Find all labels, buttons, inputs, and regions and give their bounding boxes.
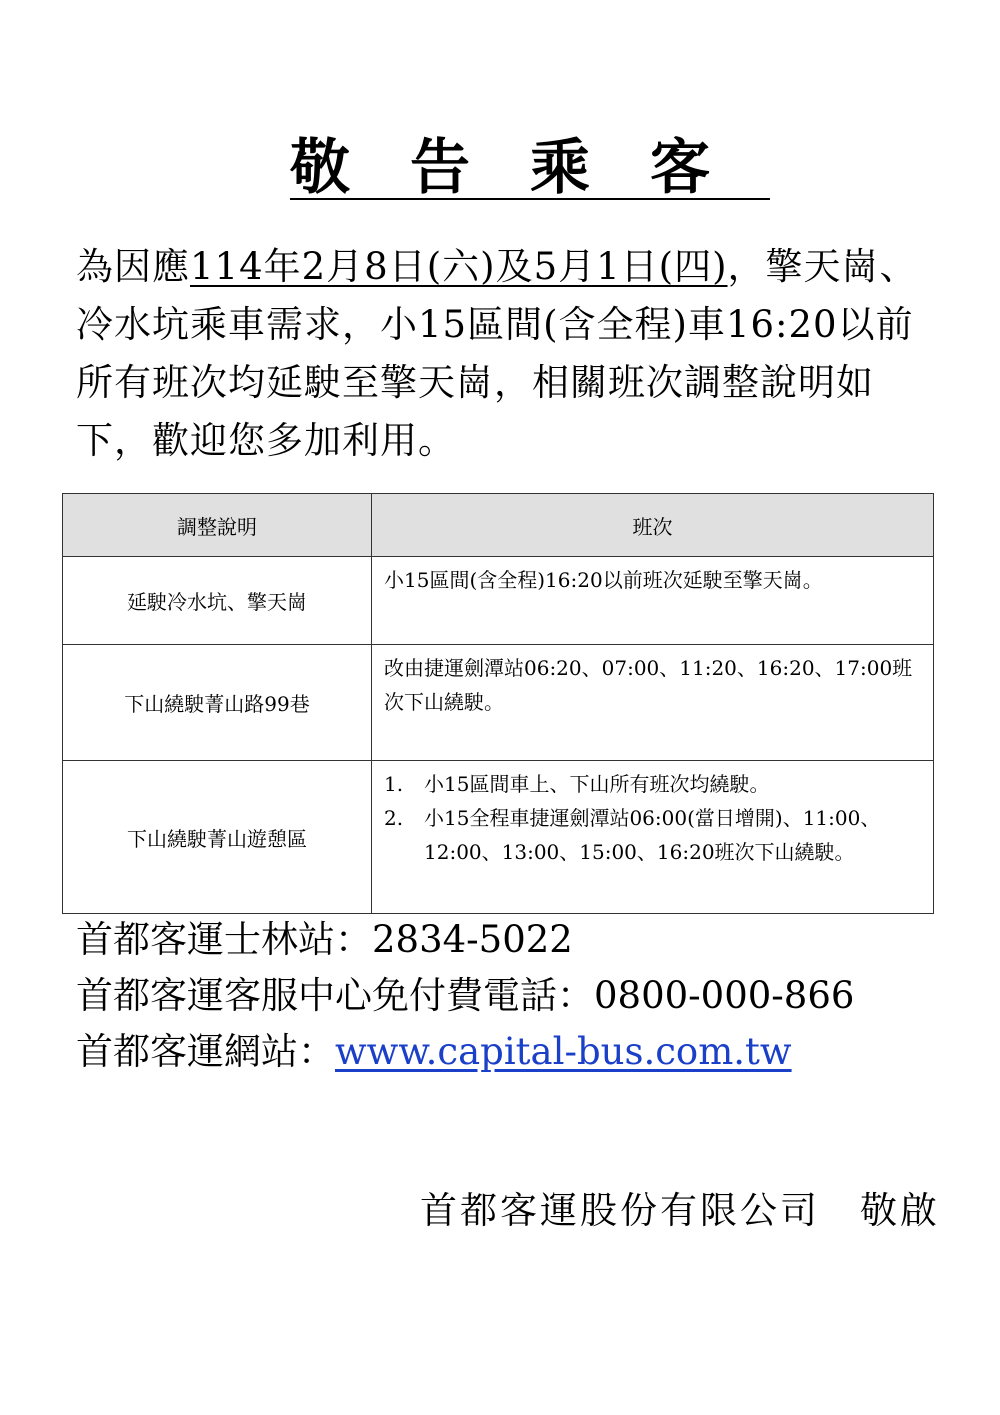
list-number: 2. — [384, 806, 404, 830]
intro-text-start: 為因應 — [76, 245, 190, 288]
company-name: 首都客運股份有限公司 — [420, 1189, 820, 1232]
row-adjustment: 下山繞駛菁山路99巷 — [63, 645, 372, 761]
list-item — [384, 801, 923, 869]
row-schedule — [372, 761, 934, 914]
list-number: 1. — [384, 772, 404, 796]
table-header-row — [63, 494, 934, 557]
header-adjustment: 調整說明 — [63, 494, 372, 557]
contact-label: 首都客運客服中心免付費電話： — [76, 974, 594, 1017]
table-row — [63, 557, 934, 645]
header-schedule: 班次 — [372, 494, 934, 557]
row-adjustment: 延駛冷水坑、擎天崗 — [63, 557, 372, 645]
list-item — [384, 767, 923, 801]
list-text: 小15區間車上、下山所有班次均繞駛。 — [424, 772, 770, 796]
contact-tollfree-phone: 0800-000-866 — [594, 974, 855, 1017]
page-title: 敬告乘客 — [290, 133, 770, 203]
closing-text: 敬啟 — [860, 1189, 940, 1232]
website-link[interactable]: www.capital-bus.com.tw — [335, 1030, 792, 1073]
contact-label: 首都客運士林站： — [76, 918, 372, 961]
row-schedule: 改由捷運劍潭站06:20、07:00、11:20、16:20、17:00班次下山繞駛。 — [372, 645, 934, 761]
schedule-list — [384, 767, 923, 869]
contact-label: 首都客運網站： — [76, 1030, 335, 1073]
contact-shilin-station — [76, 912, 976, 968]
intro-dates: 114年2月8日(六)及5月1日(四) — [190, 245, 728, 288]
table-row — [63, 645, 934, 761]
contact-phone: 2834-5022 — [372, 918, 573, 961]
intro-paragraph — [76, 238, 936, 470]
row-schedule: 小15區間(含全程)16:20以前班次延駛至擎天崗。 — [372, 557, 934, 645]
intro-text-rest: ，擎天崗、冷水坑乘車需求，小15區間(含全程)車16:20以前所有班次均延駛至擎天崗，相關班次調整說明如下，歡迎您多加利用。 — [76, 245, 918, 462]
contact-service-center — [76, 968, 976, 1024]
list-text: 小15全程車捷運劍潭站06:00(當日增開)、11:00、12:00、13:00、15:00、16:20班次下山繞駛。 — [424, 806, 881, 864]
contact-info — [76, 912, 976, 1080]
title-container — [0, 128, 1000, 208]
signature — [420, 1180, 940, 1234]
row-adjustment: 下山繞駛菁山遊憩區 — [63, 761, 372, 914]
table-row — [63, 761, 934, 914]
contact-website — [76, 1024, 976, 1080]
schedule-table — [62, 493, 934, 914]
